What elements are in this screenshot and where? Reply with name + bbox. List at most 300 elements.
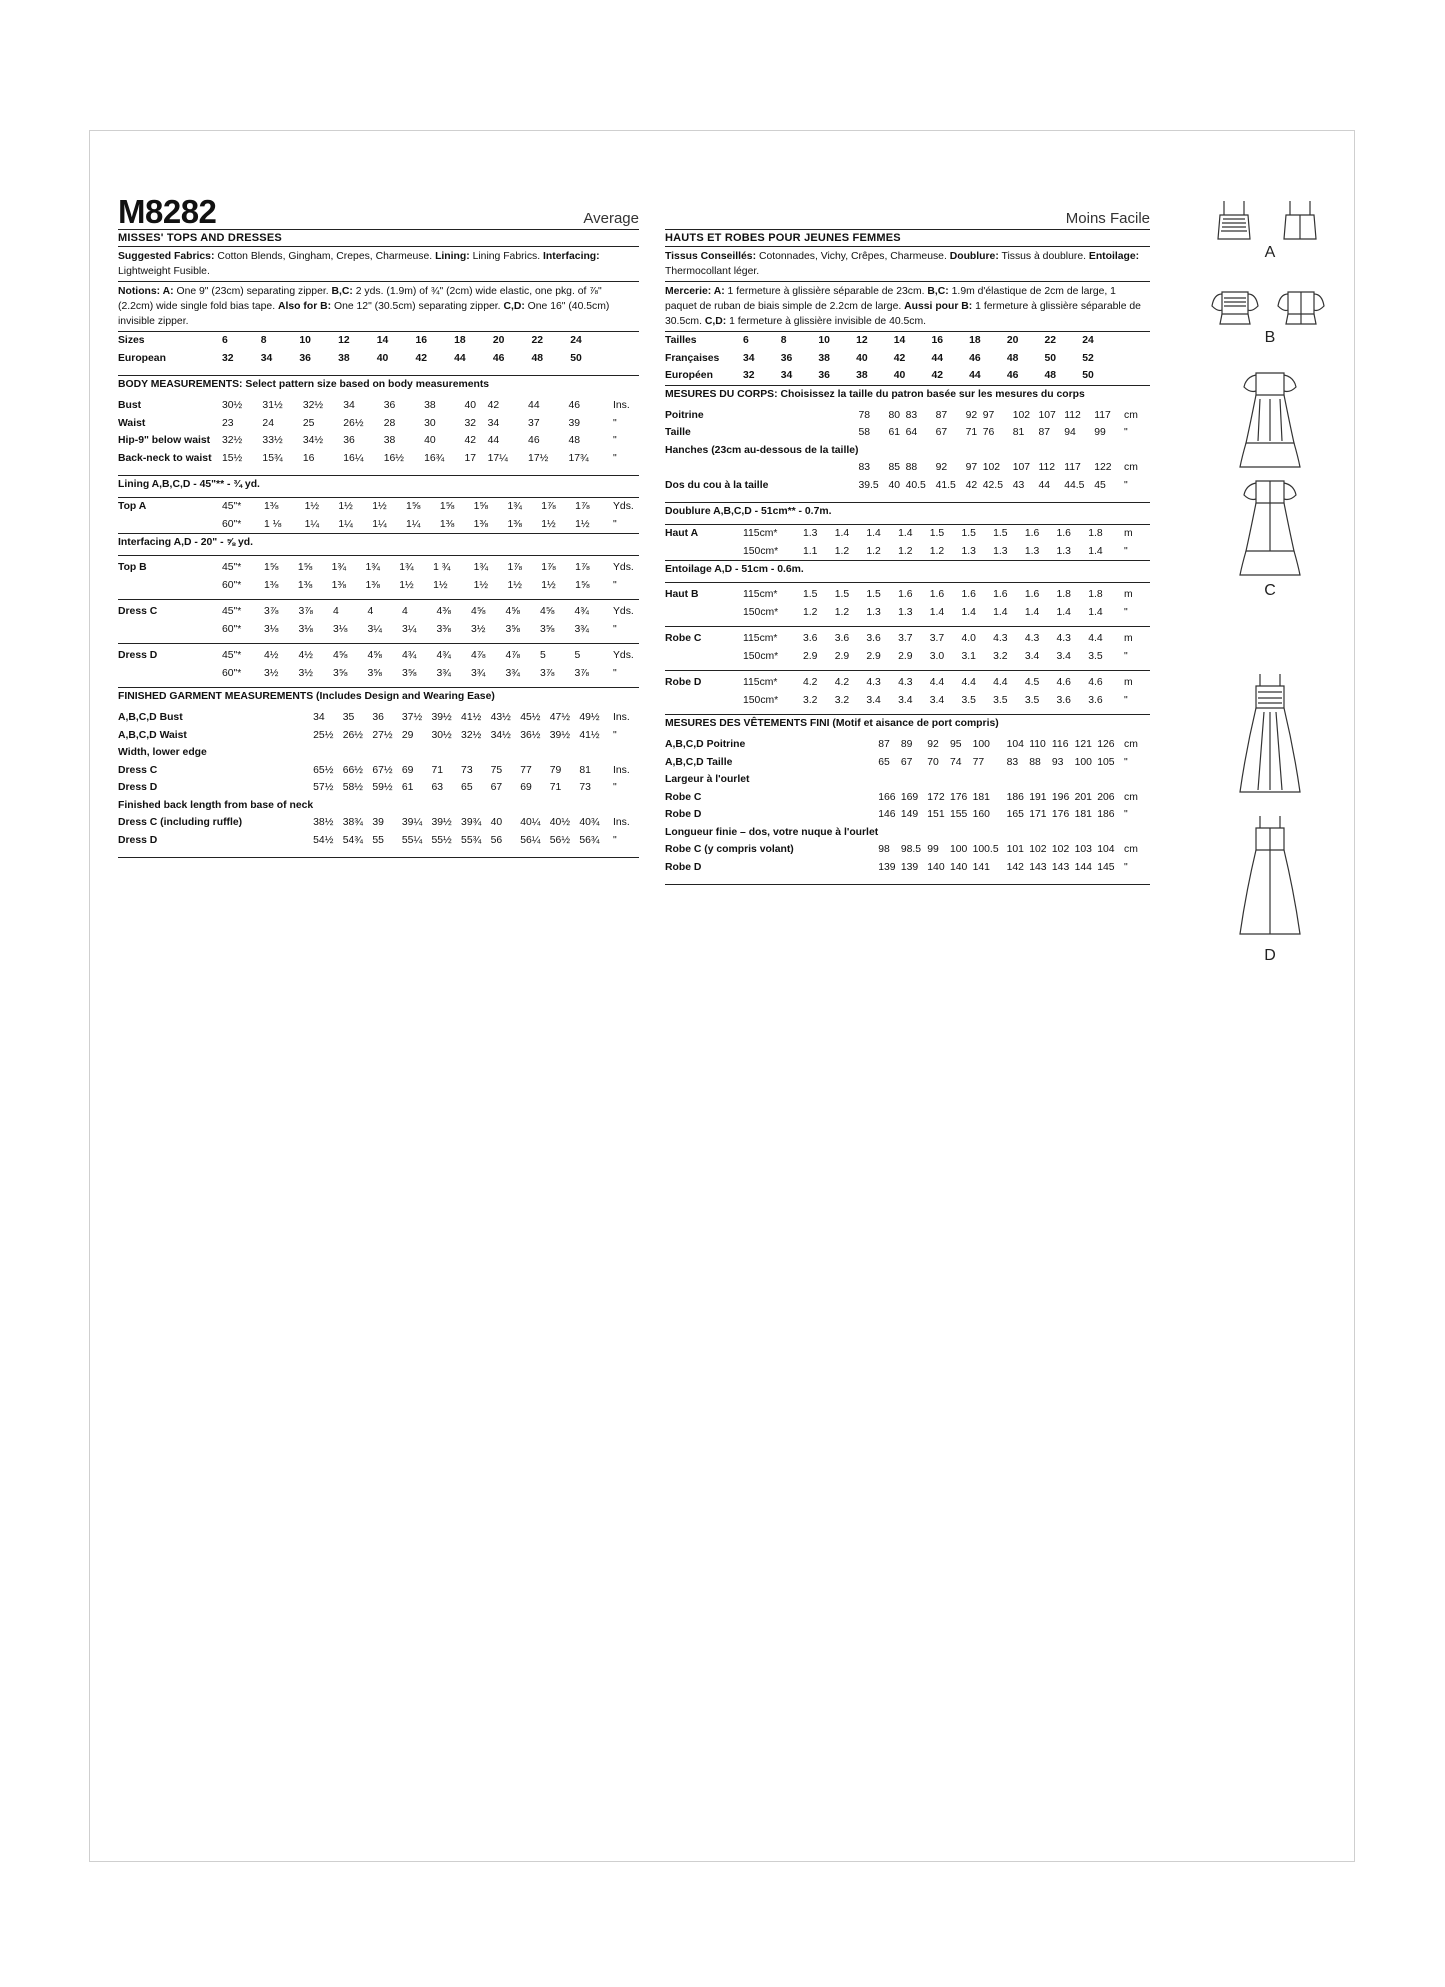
cell-value: 34 (343, 400, 355, 412)
cell-value: 40.5 (905, 479, 926, 491)
cell-value (579, 744, 609, 762)
row-label: Dress C (including ruffle) (118, 817, 243, 829)
cell-value: 56¼ (520, 834, 541, 846)
cell-value: 34½ (302, 435, 324, 447)
row-label (665, 692, 743, 710)
french-header (665, 195, 1150, 230)
cell-value: 17 (464, 452, 477, 464)
row-label: Taille (665, 427, 691, 439)
table-row (118, 415, 639, 433)
table-row (118, 559, 639, 577)
cell-value: 37 (528, 417, 540, 429)
cell-value: 102 (1029, 844, 1047, 856)
cell-value: 71 (431, 764, 444, 776)
cell-value: 4½ (298, 650, 313, 662)
cell-value: 58 (858, 427, 871, 439)
cell-value (491, 744, 521, 762)
cell-value: 4.5 (1024, 677, 1040, 689)
cell-value (579, 797, 609, 815)
cell-value (888, 442, 905, 460)
cell-value: 201 (1074, 791, 1092, 803)
cell-value: 3⅛ (333, 623, 348, 635)
cell-value: 40¼ (520, 817, 541, 829)
cell-value: 1⅝ (264, 562, 279, 574)
cell-value: 1¼ (304, 518, 320, 530)
cell-value: 48 (568, 435, 581, 447)
notions: Notions: A: One 9" (23cm) separating zipper. B,C: 2 yds. (1.9m) of ¾" (2cm) wide elastic, one pkg. of ⅞" (2.2cm) wide single fold bias tape. Also for B: One 12" (30.5cm) separating zipper. C,D: One 16" (40.5cm) invisible zipper. (118, 282, 639, 332)
cell-value: 36½ (520, 729, 541, 741)
cell-value: 50 (1082, 370, 1094, 382)
table-row (665, 407, 1150, 425)
cell-value: 39¼ (401, 817, 423, 829)
cell-value: 4.6 (1088, 677, 1103, 689)
cell-value: 48 (1006, 352, 1019, 364)
unit-label (609, 797, 639, 815)
unit-label (1120, 332, 1150, 350)
cell-value: 16¼ (343, 452, 364, 464)
table-row (665, 806, 1150, 824)
cell-value: 56¾ (579, 834, 600, 846)
cell-value: 32 (743, 370, 755, 382)
cell-value: 112 (1038, 462, 1056, 474)
cell-value: 191 (1029, 791, 1047, 803)
row-label: European (118, 352, 166, 364)
cell-value: 1.6 (961, 589, 976, 601)
table-row (118, 709, 639, 727)
cell-value: 171 (1029, 809, 1047, 821)
cell-value: 149 (900, 809, 919, 821)
cell-value: 73 (461, 764, 473, 776)
cell-value: 1⅞ (507, 562, 522, 574)
cell-value: 1¼ (406, 518, 421, 530)
difficulty-level: Average (583, 210, 639, 227)
cell-value: 1.4 (1088, 606, 1103, 618)
cell-value: 1.3 (961, 545, 976, 557)
cell-value (1052, 824, 1075, 842)
cell-value: 38 (383, 435, 396, 447)
cell-value: 17¼ (487, 452, 508, 464)
cell-value (966, 442, 983, 460)
cell-value: 3¾ (436, 667, 451, 679)
cell-value: 41½ (461, 712, 482, 724)
table-row (118, 397, 639, 415)
cell-value: 92 (935, 462, 948, 474)
table-row (118, 727, 639, 745)
row-label: Top B (118, 562, 147, 574)
cell-value (402, 744, 432, 762)
row-sublabel: 115cm* (743, 633, 778, 645)
view-b-illustration (1210, 280, 1330, 360)
cell-value: 38 (818, 352, 830, 364)
cell-value: 67 (935, 427, 948, 439)
cell-value: 85 (888, 462, 901, 474)
cell-value: 3⅝ (333, 667, 348, 679)
cell-value: 102 (982, 462, 1001, 474)
row-label: Robe C (y compris volant) (665, 844, 794, 856)
unit-label: " (1124, 606, 1128, 618)
cell-value: 6 (743, 335, 749, 347)
cell-value: 76 (982, 427, 995, 439)
cell-value: 59½ (372, 782, 393, 794)
cell-value: 16 (415, 335, 427, 347)
table-row (665, 789, 1150, 807)
unit-label: " (613, 667, 617, 679)
cell-value: 40 (376, 352, 389, 364)
row-label (665, 459, 858, 477)
cell-value: 105 (1097, 756, 1115, 768)
cell-value: 77 (972, 756, 985, 768)
cell-value: 55¼ (401, 834, 423, 846)
cell-value: 39.5 (858, 479, 879, 491)
cell-value: 23 (222, 417, 234, 429)
row-label: Largeur à l'ourlet (665, 774, 750, 786)
cell-value: 34 (313, 712, 325, 724)
cell-value: 112 (1064, 409, 1081, 421)
cell-value: 3⅞ (264, 606, 279, 618)
cell-value: 4.4 (993, 677, 1008, 689)
cell-value: 30½ (222, 400, 243, 412)
cell-value: 65 (461, 782, 473, 794)
cell-value: 1½ (541, 518, 556, 530)
cell-value (1013, 442, 1039, 460)
view-a-illustration (1210, 195, 1330, 275)
cell-value: 67 (900, 756, 913, 768)
cell-value: 1.3 (803, 528, 818, 540)
cell-value: 71 (965, 427, 978, 439)
cell-value: 40 (464, 400, 477, 412)
table-row (665, 525, 1150, 543)
cell-value: 4.4 (1088, 633, 1103, 645)
table-row (665, 648, 1150, 666)
cell-value: 16 (302, 452, 315, 464)
cell-value: 186 (1006, 791, 1024, 803)
table-row (118, 516, 639, 534)
cell-value: 1.5 (929, 528, 945, 540)
notions-fr: Mercerie: A: 1 fermeture à glissière séparable de 23cm. B,C: 1.9m d'élastique de 2cm de large, 1 paquet de ruban de biais simple de 2.2cm de large. Aussi pour B: 1 fermeture à glissière séparable de 30.5cm. C,D: 1 fermeture à glissière invisible de 40.5cm. (665, 282, 1150, 332)
cell-value: 32 (464, 417, 477, 429)
cell-value: 1.6 (898, 589, 913, 601)
cell-value: 12 (856, 335, 868, 347)
row-label: Poitrine (665, 409, 704, 421)
cell-value: 3¾ (574, 623, 589, 635)
cell-value: 3.6 (834, 633, 850, 645)
table-row (665, 841, 1150, 859)
cell-value: 4.0 (961, 633, 976, 645)
cell-value: 155 (949, 809, 968, 821)
cell-value: 2.9 (803, 650, 818, 662)
cell-value: 44.5 (1064, 479, 1085, 491)
table-row (665, 442, 1150, 460)
view-label: A (1264, 244, 1276, 261)
cell-value: 3.4 (866, 694, 881, 706)
unit-label: " (613, 579, 617, 591)
unit-label: " (613, 623, 617, 635)
finished-measurements-heading: MESURES DES VÊTEMENTS FINI (Motif et aisance de port compris) (665, 718, 999, 729)
cell-value: 39½ (549, 729, 571, 741)
unit-label: m (1124, 589, 1133, 601)
cell-value: 67½ (372, 764, 393, 776)
cell-value: 1.3 (1024, 545, 1040, 557)
cell-value: 8 (260, 335, 267, 347)
cell-value: 1.2 (834, 606, 850, 618)
table-row (118, 432, 639, 450)
cell-value (402, 797, 432, 815)
cell-value (936, 442, 966, 460)
cell-value: 1¾ (507, 501, 522, 513)
cell-value: 1⅞ (541, 562, 556, 574)
table-row (665, 754, 1150, 772)
cell-value: 143 (1051, 861, 1070, 873)
table-row (118, 797, 639, 815)
cell-value: 169 (900, 791, 919, 803)
cell-value: 24 (1082, 335, 1094, 347)
cell-value: 65 (878, 756, 890, 768)
cell-value (878, 824, 901, 842)
cell-value: 67 (490, 782, 503, 794)
cell-value: 139 (878, 861, 896, 873)
cell-value: 8 (780, 335, 787, 347)
cell-value: 29 (401, 729, 414, 741)
row-label: A,B,C,D Taille (665, 756, 733, 768)
row-label: Waist (118, 417, 146, 429)
cell-value: 4⅝ (367, 650, 382, 662)
cell-value: 1¾ (331, 562, 347, 574)
cell-value: 65½ (313, 764, 334, 776)
cell-value: 101 (1006, 844, 1024, 856)
interfacing-group (665, 627, 1150, 671)
cell-value: 16¾ (424, 452, 445, 464)
cell-value: 87 (935, 409, 948, 421)
cell-value: 1.6 (1024, 589, 1040, 601)
cell-value: 1½ (541, 579, 556, 591)
unit-label (609, 350, 639, 368)
table-row (118, 779, 639, 797)
cell-value: 103 (1074, 844, 1092, 856)
cell-value: 4⅜ (436, 606, 451, 618)
cell-value: 40¾ (579, 817, 600, 829)
cell-value: 1¼ (372, 518, 387, 530)
cell-value: 146 (878, 809, 896, 821)
cell-value: 99 (1094, 427, 1106, 439)
cell-value: 97 (965, 462, 978, 474)
cell-value: 54½ (313, 834, 334, 846)
cell-value: 1½ (433, 579, 448, 591)
cell-value: 61 (888, 427, 901, 439)
unit-label: Ins. (613, 764, 630, 776)
cell-value: 40 (888, 479, 901, 491)
row-sublabel: 60"* (222, 579, 242, 591)
unit-label: " (1124, 479, 1128, 491)
cell-value: 44 (528, 400, 540, 412)
cell-value (1038, 442, 1064, 460)
cell-value (1097, 771, 1120, 789)
cell-value: 38 (424, 400, 436, 412)
cell-value: 42 (464, 435, 477, 447)
cell-value: 44 (969, 370, 981, 382)
cell-value: 2.9 (866, 650, 881, 662)
cell-value: 4.3 (993, 633, 1008, 645)
view-illustrations (1210, 195, 1330, 975)
table-row (118, 450, 639, 468)
cell-value: 87 (878, 739, 890, 751)
cell-value: 80 (888, 409, 901, 421)
row-sublabel: 150cm* (743, 545, 779, 557)
cell-value: 88 (1029, 756, 1041, 768)
cell-value: 63 (431, 782, 444, 794)
row-label: A,B,C,D Waist (118, 729, 187, 741)
row-sublabel: 60"* (222, 623, 242, 635)
cell-value: 1.4 (929, 606, 945, 618)
cell-value: 1⅞ (575, 501, 590, 513)
cell-value: 3.0 (929, 650, 945, 662)
cell-value: 34 (487, 417, 500, 429)
cell-value: 38½ (313, 817, 334, 829)
cell-value: 70 (927, 756, 939, 768)
cell-value: 55 (372, 834, 384, 846)
table-row (665, 332, 1150, 350)
finished-measurements-heading: FINISHED GARMENT MEASUREMENTS (Includes Design and Wearing Ease) (118, 691, 495, 702)
cell-value: 3⅞ (574, 667, 589, 679)
cell-value (1007, 771, 1030, 789)
cell-value: 38 (338, 352, 350, 364)
cell-value (1075, 771, 1098, 789)
table-row (665, 477, 1150, 495)
cell-value (431, 797, 461, 815)
cell-value: 46 (1006, 370, 1019, 382)
cell-value: 3⅜ (436, 623, 451, 635)
cell-value (461, 744, 491, 762)
cell-value: 15½ (222, 452, 243, 464)
cell-value: 69 (401, 764, 414, 776)
cell-value: 3.6 (803, 633, 818, 645)
cell-value: 3⅞ (298, 606, 313, 618)
cell-value: 30½ (431, 729, 452, 741)
cell-value: 44 (1038, 479, 1051, 491)
cell-value (858, 442, 888, 460)
cell-value: 1¾ (473, 562, 489, 574)
cell-value (550, 744, 580, 762)
cell-value: 46 (969, 352, 981, 364)
cell-value: 104 (1097, 844, 1115, 856)
cell-value: 4⅝ (333, 650, 348, 662)
cell-value: 10 (818, 335, 830, 347)
row-sublabel: 45"* (222, 650, 242, 662)
cell-value: 176 (1051, 809, 1070, 821)
cell-value: 32 (222, 352, 234, 364)
cell-value: 4¾ (436, 650, 451, 662)
cell-value: 4½ (264, 650, 279, 662)
row-label: Finished back length from base of neck (118, 799, 314, 811)
unit-label (1120, 442, 1150, 460)
cell-value: 181 (1074, 809, 1092, 821)
cell-value: 4.3 (866, 677, 881, 689)
cell-value: 34 (780, 370, 793, 382)
unit-label: " (1124, 650, 1128, 662)
cell-value: 46 (528, 435, 540, 447)
cell-value: 4⅝ (505, 606, 520, 618)
row-label: A,B,C,D Bust (118, 712, 183, 724)
cell-value: 44 (487, 435, 500, 447)
row-label: Tailles (665, 335, 697, 347)
cell-value: 36 (343, 435, 355, 447)
cell-value: 140 (949, 861, 968, 873)
cell-value: 10 (299, 335, 311, 347)
unit-label: m (1124, 528, 1133, 540)
cell-value: 42 (965, 479, 978, 491)
cell-value: 1⅜ (297, 579, 313, 591)
interfacing-heading: Entoilage A,D - 51cm - 0.6m. (665, 561, 1150, 583)
difficulty-level-fr: Moins Facile (1065, 210, 1150, 227)
cell-value: 1½ (338, 501, 353, 513)
cell-value: 40 (490, 817, 503, 829)
cell-value (1094, 442, 1120, 460)
cell-value: 18 (969, 335, 981, 347)
cell-value: 14 (376, 335, 389, 347)
interfacing-group (118, 600, 639, 644)
row-sublabel: 150cm* (743, 606, 779, 618)
unit-label: Ins. (613, 712, 630, 724)
body-measurements-heading: MESURES DU CORPS: Choisissez la taille du patron basée sur les mesures du corps (665, 388, 1085, 400)
cell-value: 1.5 (961, 528, 976, 540)
cell-value: 1⅜ (473, 518, 489, 530)
row-label: Robe D (665, 809, 702, 821)
cell-value: 20 (492, 335, 505, 347)
cell-value: 1.2 (898, 545, 913, 557)
cell-value (1029, 824, 1052, 842)
unit-label: " (613, 435, 617, 447)
sizes-table (118, 332, 639, 376)
table-row (665, 692, 1150, 710)
cell-value: 1⅝ (297, 562, 313, 574)
cell-value: 3.7 (898, 633, 913, 645)
unit-label: Ins. (613, 400, 630, 412)
cell-value: 56 (490, 834, 503, 846)
cell-value: 3.6 (1056, 694, 1071, 706)
row-label: Haut B (665, 589, 699, 601)
cell-value: 3.2 (834, 694, 850, 706)
row-label (118, 621, 222, 639)
cell-value: 102 (1051, 844, 1070, 856)
cell-value: 1.5 (803, 589, 818, 601)
cell-value: 40 (893, 370, 906, 382)
lining-heading: Doublure A,B,C,D - 51cm** - 0.7m. (665, 503, 1150, 525)
row-label: Bust (118, 400, 142, 412)
unit-label: " (613, 417, 617, 429)
cell-value: 78 (858, 409, 871, 421)
cell-value (372, 744, 402, 762)
table-row (665, 824, 1150, 842)
row-sublabel: 60"* (222, 667, 242, 679)
cell-value: 4.3 (1024, 633, 1040, 645)
table-row (665, 771, 1150, 789)
cell-value: 121 (1074, 739, 1092, 751)
cell-value: 36 (299, 352, 311, 364)
interfacing-group (118, 644, 639, 688)
cell-value: 3¼ (367, 623, 382, 635)
cell-value: 56½ (549, 834, 571, 846)
cell-value: 1.8 (1056, 589, 1071, 601)
unit-label: Yds. (613, 562, 634, 574)
cell-value: 1.8 (1088, 528, 1103, 540)
cell-value: 1.6 (1056, 528, 1071, 540)
table-row (118, 603, 639, 621)
cell-value: 1.5 (834, 589, 850, 601)
cell-value: 1½ (372, 501, 387, 513)
cell-value: 100 (972, 739, 990, 751)
cell-value: 50 (1044, 352, 1057, 364)
table-row (118, 350, 639, 368)
cell-value: 3.5 (1088, 650, 1103, 662)
